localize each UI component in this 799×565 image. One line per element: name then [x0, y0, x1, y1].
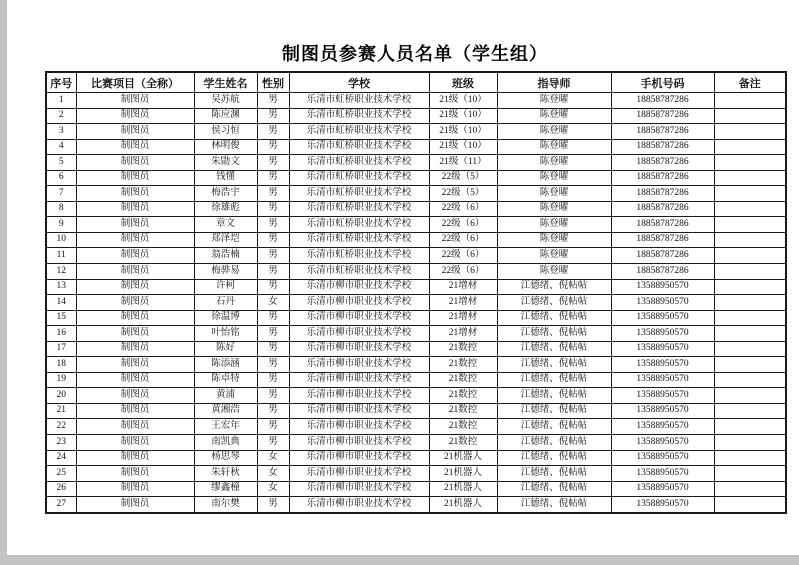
- serial-cell: 23: [46, 435, 76, 451]
- serial-cell: 1: [46, 93, 76, 109]
- remark-cell: [714, 279, 786, 295]
- school-cell: 乐清市柳市职业技术学校: [289, 466, 429, 482]
- table-row: [46, 341, 786, 357]
- class-cell: 21增材: [429, 326, 497, 342]
- school-cell: 乐清市柳市职业技术学校: [289, 388, 429, 404]
- serial-cell: 7: [46, 186, 76, 202]
- event-cell: 制图员: [76, 186, 194, 202]
- instructor-cell: 江德绪、倪帖帖: [497, 326, 611, 342]
- instructor-cell: 江德绪、倪帖帖: [497, 279, 611, 295]
- remark-cell: [714, 264, 786, 280]
- serial-cell: 5: [46, 155, 76, 171]
- school-cell: 乐清市柳市职业技术学校: [289, 481, 429, 497]
- table-row: [46, 357, 786, 373]
- class-cell: 22级（6）: [429, 248, 497, 264]
- remark-cell: [714, 341, 786, 357]
- school-cell: 乐清市柳市职业技术学校: [289, 497, 429, 513]
- instructor-cell: 江德绪、倪帖帖: [497, 295, 611, 311]
- gender-cell: 男: [257, 403, 289, 419]
- column-header: 学生姓名: [194, 72, 257, 93]
- table-row: [46, 232, 786, 248]
- phone-cell: 18858787286: [611, 186, 714, 202]
- remark-cell: [714, 295, 786, 311]
- instructor-cell: 江德绪、倪帖帖: [497, 435, 611, 451]
- instructor-cell: 陈登曜: [497, 232, 611, 248]
- serial-cell: 4: [46, 139, 76, 155]
- phone-cell: 13588950570: [611, 341, 714, 357]
- table-row: [46, 108, 786, 124]
- serial-cell: 2: [46, 108, 76, 124]
- remark-cell: [714, 481, 786, 497]
- table-row: [46, 279, 786, 295]
- instructor-cell: 陈登曜: [497, 201, 611, 217]
- class-cell: 21级（10）: [429, 93, 497, 109]
- student-name-cell: 章文: [194, 217, 257, 233]
- roster-table: [45, 71, 787, 514]
- gender-cell: 男: [257, 357, 289, 373]
- phone-cell: 18858787286: [611, 170, 714, 186]
- gender-cell: 男: [257, 217, 289, 233]
- school-cell: 乐清市虹桥职业技术学校: [289, 108, 429, 124]
- phone-cell: 13588950570: [611, 450, 714, 466]
- gender-cell: 男: [257, 497, 289, 513]
- serial-cell: 16: [46, 326, 76, 342]
- phone-cell: 13588950570: [611, 481, 714, 497]
- remark-cell: [714, 450, 786, 466]
- table-row: [46, 93, 786, 109]
- event-cell: 制图员: [76, 155, 194, 171]
- school-cell: 乐清市虹桥职业技术学校: [289, 248, 429, 264]
- table-row: [46, 264, 786, 280]
- remark-cell: [714, 310, 786, 326]
- instructor-cell: 江德绪、倪帖帖: [497, 341, 611, 357]
- remark-cell: [714, 403, 786, 419]
- gender-cell: 女: [257, 481, 289, 497]
- serial-cell: 25: [46, 466, 76, 482]
- school-cell: 乐清市柳市职业技术学校: [289, 310, 429, 326]
- remark-cell: [714, 357, 786, 373]
- instructor-cell: 陈登曜: [497, 139, 611, 155]
- table-row: [46, 481, 786, 497]
- header-row: [46, 72, 786, 93]
- gender-cell: 男: [257, 341, 289, 357]
- remark-cell: [714, 232, 786, 248]
- phone-cell: 13588950570: [611, 279, 714, 295]
- serial-cell: 12: [46, 264, 76, 280]
- event-cell: 制图员: [76, 264, 194, 280]
- student-name-cell: 叶怡铭: [194, 326, 257, 342]
- remark-cell: [714, 155, 786, 171]
- event-cell: 制图员: [76, 419, 194, 435]
- school-cell: 乐清市柳市职业技术学校: [289, 279, 429, 295]
- student-name-cell: 徐温博: [194, 310, 257, 326]
- gender-cell: 男: [257, 248, 289, 264]
- column-header: 班级: [429, 72, 497, 93]
- serial-cell: 17: [46, 341, 76, 357]
- gender-cell: 男: [257, 139, 289, 155]
- class-cell: 22级（6）: [429, 201, 497, 217]
- serial-cell: 27: [46, 497, 76, 513]
- instructor-cell: 陈登曜: [497, 248, 611, 264]
- gender-cell: 男: [257, 435, 289, 451]
- phone-cell: 18858787286: [611, 108, 714, 124]
- school-cell: 乐清市柳市职业技术学校: [289, 450, 429, 466]
- student-name-cell: 翁浩楠: [194, 248, 257, 264]
- serial-cell: 19: [46, 372, 76, 388]
- remark-cell: [714, 248, 786, 264]
- instructor-cell: 陈登曜: [497, 217, 611, 233]
- school-cell: 乐清市虹桥职业技术学校: [289, 186, 429, 202]
- remark-cell: [714, 108, 786, 124]
- gender-cell: 女: [257, 450, 289, 466]
- class-cell: 21增材: [429, 295, 497, 311]
- student-name-cell: 吴苏航: [194, 93, 257, 109]
- remark-cell: [714, 201, 786, 217]
- event-cell: 制图员: [76, 497, 194, 513]
- school-cell: 乐清市虹桥职业技术学校: [289, 124, 429, 140]
- class-cell: 21数控: [429, 357, 497, 373]
- remark-cell: [714, 372, 786, 388]
- event-cell: 制图员: [76, 170, 194, 186]
- student-name-cell: 梅骅易: [194, 264, 257, 280]
- event-cell: 制图员: [76, 450, 194, 466]
- student-name-cell: 林明俊: [194, 139, 257, 155]
- student-name-cell: 陈好: [194, 341, 257, 357]
- roster-table-body: [46, 93, 786, 513]
- serial-cell: 3: [46, 124, 76, 140]
- serial-cell: 20: [46, 388, 76, 404]
- serial-cell: 26: [46, 481, 76, 497]
- instructor-cell: 江德绪、倪帖帖: [497, 310, 611, 326]
- phone-cell: 18858787286: [611, 264, 714, 280]
- class-cell: 21增材: [429, 310, 497, 326]
- phone-cell: 13588950570: [611, 466, 714, 482]
- remark-cell: [714, 124, 786, 140]
- student-name-cell: 侯习恒: [194, 124, 257, 140]
- instructor-cell: 陈登曜: [497, 186, 611, 202]
- table-row: [46, 497, 786, 513]
- instructor-cell: 陈登曜: [497, 108, 611, 124]
- serial-cell: 15: [46, 310, 76, 326]
- table-row: [46, 201, 786, 217]
- student-name-cell: 朱轩秋: [194, 466, 257, 482]
- student-name-cell: 王宏年: [194, 419, 257, 435]
- table-row: [46, 310, 786, 326]
- student-name-cell: 黄湘浩: [194, 403, 257, 419]
- class-cell: 21级（10）: [429, 124, 497, 140]
- serial-cell: 24: [46, 450, 76, 466]
- instructor-cell: 陈登曜: [497, 155, 611, 171]
- table-row: [46, 403, 786, 419]
- roster-table-header: [46, 72, 786, 93]
- gender-cell: 男: [257, 310, 289, 326]
- class-cell: 21数控: [429, 372, 497, 388]
- gender-cell: 男: [257, 108, 289, 124]
- class-cell: 21机器人: [429, 497, 497, 513]
- remark-cell: [714, 326, 786, 342]
- event-cell: 制图员: [76, 248, 194, 264]
- event-cell: 制图员: [76, 466, 194, 482]
- table-row: [46, 419, 786, 435]
- column-header: 备注: [714, 72, 786, 93]
- serial-cell: 8: [46, 201, 76, 217]
- phone-cell: 13588950570: [611, 497, 714, 513]
- serial-cell: 22: [46, 419, 76, 435]
- instructor-cell: 江德绪、倪帖帖: [497, 403, 611, 419]
- serial-cell: 14: [46, 295, 76, 311]
- school-cell: 乐清市柳市职业技术学校: [289, 372, 429, 388]
- column-header: 指导师: [497, 72, 611, 93]
- event-cell: 制图员: [76, 435, 194, 451]
- event-cell: 制图员: [76, 124, 194, 140]
- gender-cell: 女: [257, 295, 289, 311]
- class-cell: 22级（6）: [429, 232, 497, 248]
- student-name-cell: 陈卓特: [194, 372, 257, 388]
- instructor-cell: 江德绪、倪帖帖: [497, 357, 611, 373]
- event-cell: 制图员: [76, 295, 194, 311]
- student-name-cell: 缪鑫橦: [194, 481, 257, 497]
- phone-cell: 13588950570: [611, 295, 714, 311]
- school-cell: 乐清市虹桥职业技术学校: [289, 217, 429, 233]
- school-cell: 乐清市柳市职业技术学校: [289, 403, 429, 419]
- instructor-cell: 陈登曜: [497, 170, 611, 186]
- remark-cell: [714, 435, 786, 451]
- event-cell: 制图员: [76, 279, 194, 295]
- serial-cell: 21: [46, 403, 76, 419]
- gender-cell: 男: [257, 326, 289, 342]
- remark-cell: [714, 388, 786, 404]
- table-row: [46, 155, 786, 171]
- student-name-cell: 黄浦: [194, 388, 257, 404]
- school-cell: 乐清市虹桥职业技术学校: [289, 139, 429, 155]
- gender-cell: 男: [257, 93, 289, 109]
- gender-cell: 女: [257, 466, 289, 482]
- phone-cell: 13588950570: [611, 388, 714, 404]
- remark-cell: [714, 217, 786, 233]
- remark-cell: [714, 170, 786, 186]
- student-name-cell: 南尔樊: [194, 497, 257, 513]
- class-cell: 22级（5）: [429, 170, 497, 186]
- instructor-cell: 陈登曜: [497, 264, 611, 280]
- phone-cell: 13588950570: [611, 403, 714, 419]
- gender-cell: 男: [257, 155, 289, 171]
- student-name-cell: 陈应渊: [194, 108, 257, 124]
- instructor-cell: 江德绪、倪帖帖: [497, 497, 611, 513]
- table-row: [46, 139, 786, 155]
- event-cell: 制图员: [76, 341, 194, 357]
- event-cell: 制图员: [76, 388, 194, 404]
- school-cell: 乐清市虹桥职业技术学校: [289, 170, 429, 186]
- student-name-cell: 石丹: [194, 295, 257, 311]
- gender-cell: 男: [257, 264, 289, 280]
- page-margin-left: [0, 0, 7, 565]
- table-row: [46, 170, 786, 186]
- phone-cell: 13588950570: [611, 326, 714, 342]
- student-name-cell: 许柯: [194, 279, 257, 295]
- remark-cell: [714, 186, 786, 202]
- class-cell: 22级（6）: [429, 264, 497, 280]
- event-cell: 制图员: [76, 372, 194, 388]
- student-name-cell: 朱勖文: [194, 155, 257, 171]
- table-row: [46, 372, 786, 388]
- phone-cell: 18858787286: [611, 201, 714, 217]
- class-cell: 21数控: [429, 388, 497, 404]
- gender-cell: 男: [257, 201, 289, 217]
- class-cell: 21机器人: [429, 450, 497, 466]
- table-row: [46, 466, 786, 482]
- school-cell: 乐清市柳市职业技术学校: [289, 419, 429, 435]
- phone-cell: 18858787286: [611, 232, 714, 248]
- instructor-cell: 江德绪、倪帖帖: [497, 419, 611, 435]
- table-row: [46, 217, 786, 233]
- student-name-cell: 杨思琴: [194, 450, 257, 466]
- table-row: [46, 435, 786, 451]
- remark-cell: [714, 466, 786, 482]
- gender-cell: 男: [257, 372, 289, 388]
- instructor-cell: 江德绪、倪帖帖: [497, 466, 611, 482]
- class-cell: 21数控: [429, 435, 497, 451]
- event-cell: 制图员: [76, 201, 194, 217]
- class-cell: 22级（5）: [429, 186, 497, 202]
- instructor-cell: 江德绪、倪帖帖: [497, 388, 611, 404]
- event-cell: 制图员: [76, 139, 194, 155]
- event-cell: 制图员: [76, 108, 194, 124]
- serial-cell: 10: [46, 232, 76, 248]
- phone-cell: 13588950570: [611, 372, 714, 388]
- column-header: 学校: [289, 72, 429, 93]
- remark-cell: [714, 139, 786, 155]
- phone-cell: 18858787286: [611, 124, 714, 140]
- school-cell: 乐清市柳市职业技术学校: [289, 357, 429, 373]
- remark-cell: [714, 93, 786, 109]
- table-row: [46, 388, 786, 404]
- table-row: [46, 186, 786, 202]
- student-name-cell: 钱懂: [194, 170, 257, 186]
- table-row: [46, 450, 786, 466]
- gender-cell: 男: [257, 186, 289, 202]
- phone-cell: 13588950570: [611, 357, 714, 373]
- serial-cell: 18: [46, 357, 76, 373]
- event-cell: 制图员: [76, 326, 194, 342]
- instructor-cell: 江德绪、倪帖帖: [497, 372, 611, 388]
- event-cell: 制图员: [76, 232, 194, 248]
- class-cell: 22级（6）: [429, 217, 497, 233]
- student-name-cell: 陈添涵: [194, 357, 257, 373]
- gender-cell: 男: [257, 170, 289, 186]
- phone-cell: 13588950570: [611, 310, 714, 326]
- class-cell: 21数控: [429, 403, 497, 419]
- school-cell: 乐清市虹桥职业技术学校: [289, 232, 429, 248]
- table-row: [46, 295, 786, 311]
- instructor-cell: 陈登曜: [497, 124, 611, 140]
- school-cell: 乐清市虹桥职业技术学校: [289, 93, 429, 109]
- student-name-cell: 郑泽垲: [194, 232, 257, 248]
- class-cell: 21机器人: [429, 466, 497, 482]
- phone-cell: 18858787286: [611, 139, 714, 155]
- school-cell: 乐清市柳市职业技术学校: [289, 295, 429, 311]
- event-cell: 制图员: [76, 217, 194, 233]
- phone-cell: 18858787286: [611, 248, 714, 264]
- instructor-cell: 江德绪、倪帖帖: [497, 481, 611, 497]
- event-cell: 制图员: [76, 403, 194, 419]
- student-name-cell: 南凯典: [194, 435, 257, 451]
- remark-cell: [714, 497, 786, 513]
- instructor-cell: 陈登曜: [497, 93, 611, 109]
- gender-cell: 男: [257, 419, 289, 435]
- gender-cell: 男: [257, 388, 289, 404]
- class-cell: 21数控: [429, 341, 497, 357]
- phone-cell: 13588950570: [611, 419, 714, 435]
- event-cell: 制图员: [76, 310, 194, 326]
- page-margin-bottom: [0, 555, 799, 565]
- event-cell: 制图员: [76, 93, 194, 109]
- page-title: 制图员参赛人员名单（学生组）: [282, 44, 548, 64]
- class-cell: 21机器人: [429, 481, 497, 497]
- serial-cell: 13: [46, 279, 76, 295]
- table-row: [46, 248, 786, 264]
- remark-cell: [714, 419, 786, 435]
- student-name-cell: 徐雄彪: [194, 201, 257, 217]
- class-cell: 21级（11）: [429, 155, 497, 171]
- gender-cell: 男: [257, 279, 289, 295]
- student-name-cell: 梅浩宇: [194, 186, 257, 202]
- serial-cell: 9: [46, 217, 76, 233]
- class-cell: 21级（10）: [429, 108, 497, 124]
- school-cell: 乐清市柳市职业技术学校: [289, 341, 429, 357]
- serial-cell: 6: [46, 170, 76, 186]
- phone-cell: 13588950570: [611, 435, 714, 451]
- school-cell: 乐清市柳市职业技术学校: [289, 435, 429, 451]
- table-row: [46, 326, 786, 342]
- class-cell: 21级（10）: [429, 139, 497, 155]
- column-header: 比赛项目（全称）: [76, 72, 194, 93]
- class-cell: 21数控: [429, 419, 497, 435]
- instructor-cell: 江德绪、倪帖帖: [497, 450, 611, 466]
- column-header: 序号: [46, 72, 76, 93]
- school-cell: 乐清市虹桥职业技术学校: [289, 264, 429, 280]
- serial-cell: 11: [46, 248, 76, 264]
- table-row: [46, 124, 786, 140]
- column-header: 性别: [257, 72, 289, 93]
- phone-cell: 18858787286: [611, 155, 714, 171]
- school-cell: 乐清市虹桥职业技术学校: [289, 201, 429, 217]
- school-cell: 乐清市虹桥职业技术学校: [289, 155, 429, 171]
- class-cell: 21增材: [429, 279, 497, 295]
- event-cell: 制图员: [76, 481, 194, 497]
- gender-cell: 男: [257, 232, 289, 248]
- gender-cell: 男: [257, 124, 289, 140]
- phone-cell: 18858787286: [611, 217, 714, 233]
- phone-cell: 18858787286: [611, 93, 714, 109]
- column-header: 手机号码: [611, 72, 714, 93]
- event-cell: 制图员: [76, 357, 194, 373]
- school-cell: 乐清市柳市职业技术学校: [289, 326, 429, 342]
